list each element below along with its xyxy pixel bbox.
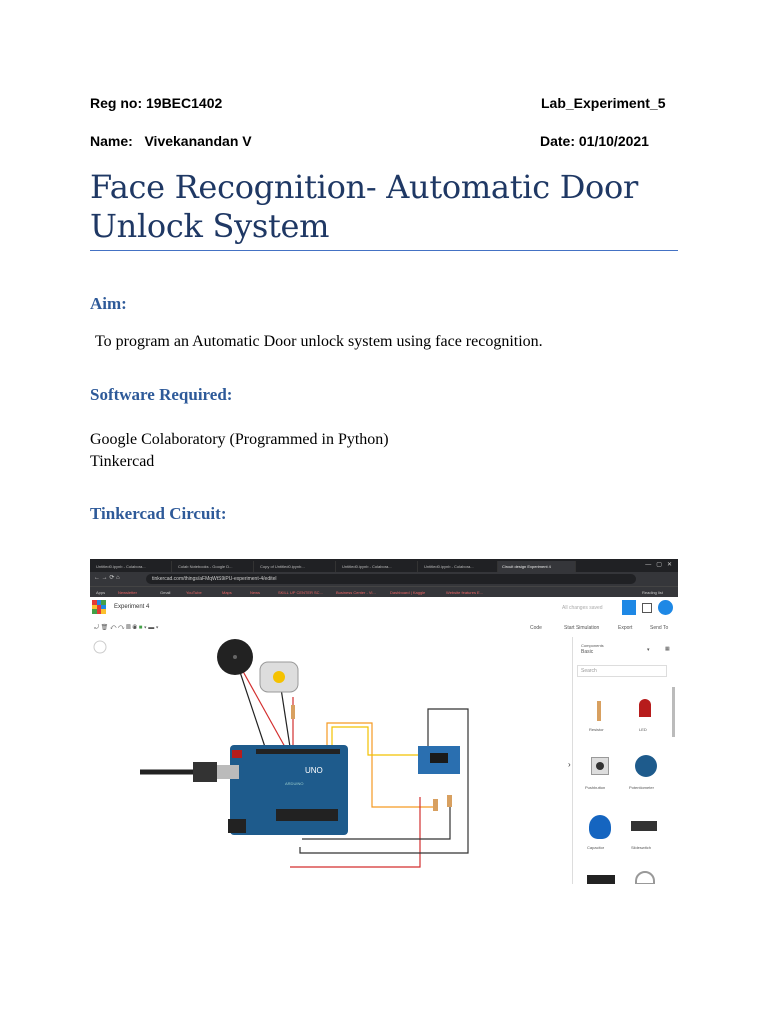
part-battery[interactable] [587,875,615,884]
bookmark[interactable]: Gmail [160,590,171,595]
tinkercad-logo[interactable] [92,600,106,614]
browser-tab[interactable]: Untitled0.ipynb - Colabora... [338,561,418,572]
browser-tab[interactable]: Copy of Untitled0.ipynb... [256,561,336,572]
bookmark[interactable]: Maps [222,590,232,595]
browser-tab[interactable]: Untitled0.ipynb - Colabora... [92,561,172,572]
bookmark[interactable]: News [250,590,261,595]
components-panel [572,637,678,884]
project-name[interactable]: Experiment 4 [114,604,150,610]
browser-tab-active[interactable]: Circuit design Experiment 4 [498,561,576,572]
part-potentiometer[interactable]: Potentiometer [625,753,665,793]
part-vibration-motor[interactable] [635,871,655,884]
avatar[interactable] [658,600,673,615]
software-heading: Software Required: [90,385,233,404]
window-controls: — ▢ ✕ [645,562,672,568]
resistor [291,705,295,719]
parts-search-input[interactable]: Search [577,665,667,677]
reg-no: Reg no: 19BEC1402 [90,95,223,111]
part-resistor[interactable]: Resistor [579,695,619,735]
part-led[interactable]: LED [625,695,665,735]
toolbar-icons[interactable]: ⤾ 🗑 ↶ ↷ ▤ ◉ ■ ▾ ▬ ▾ [94,625,159,631]
code-button[interactable]: Code [530,625,542,631]
aim-text: To program an Automatic Door unlock system using face recognition. [95,333,543,350]
software-item: Tinkercad [90,453,155,470]
browser-tab[interactable]: Colab Notebooks - Google D... [174,561,254,572]
title-line-1: Face Recognition- Automatic Door [90,168,638,206]
title-divider [90,250,678,251]
start-simulation-button[interactable]: Start Simulation [564,625,600,631]
browser-tab[interactable]: Untitled0.ipynb - Colabora... [420,561,498,572]
circuit-heading: Tinkercad Circuit: [90,504,227,523]
bookmark[interactable]: Business Center - Vi... [336,590,376,595]
reading-list[interactable]: Reading list [642,590,663,595]
bookmark[interactable]: Apps [96,590,106,595]
title-line-2: Unlock System [90,207,330,245]
export-button[interactable]: Export [618,625,633,631]
address-bar [90,572,678,586]
url-field[interactable]: tinkercad.com/things/aFMqWtS9iPU-experiment-4/editel [146,574,636,584]
tinkercad-toolbar [90,620,678,638]
date: Date: 01/10/2021 [540,133,649,149]
nav-arrows-icon[interactable]: ← → ⟳ ⌂ [94,575,120,581]
collapse-panel-icon: › [568,760,571,769]
arduino-uno-label: UNO [305,766,323,775]
aim-heading: Aim: [90,294,127,313]
software-item: Google Colaboratory (Programmed in Python) [90,431,389,448]
list-view-icon[interactable] [642,603,652,613]
bookmark[interactable]: YouTube [186,590,202,595]
tinkercad-header [90,597,678,621]
document-title [90,168,680,246]
part-capacitor[interactable]: Capacitor [579,813,619,853]
usb-connector [193,762,217,782]
circuit-view-button[interactable] [622,600,636,615]
circuit-diagram [90,637,572,884]
components-label: Components [581,643,604,648]
arduino-board [230,745,348,835]
bookmark[interactable]: Newsletter [118,590,137,595]
panel-scrollbar[interactable] [672,687,675,737]
bookmark[interactable]: Dashboard | Kaggle [390,590,426,595]
circuit-canvas[interactable] [90,637,572,884]
bookmark[interactable]: SKILL UP CENTER SC... [278,590,323,595]
lab-experiment: Lab_Experiment_5 [541,95,666,111]
send-to-button[interactable]: Send To [650,625,669,631]
zoom-fit-icon [94,641,106,653]
save-status: All changes saved [562,605,603,611]
part-pushbutton[interactable]: Pushbutton [579,753,619,793]
resistor [433,799,438,811]
browser-tab-bar [90,559,678,572]
bookmark[interactable]: Website features E... [446,590,484,595]
name-value: Vivekanandan V [144,133,252,149]
name-label: Name: [90,133,133,149]
resistor [447,795,452,807]
part-slideswitch[interactable]: Slideswitch [625,813,665,853]
tinkercad-screenshot [90,559,678,884]
components-select[interactable]: Basic [581,649,594,655]
student-name [90,133,252,149]
chevron-down-icon[interactable]: ▾ [647,647,650,653]
grid-view-icon[interactable]: ▦ [665,646,670,652]
arduino-brand-label: ARDUINO [285,781,304,786]
